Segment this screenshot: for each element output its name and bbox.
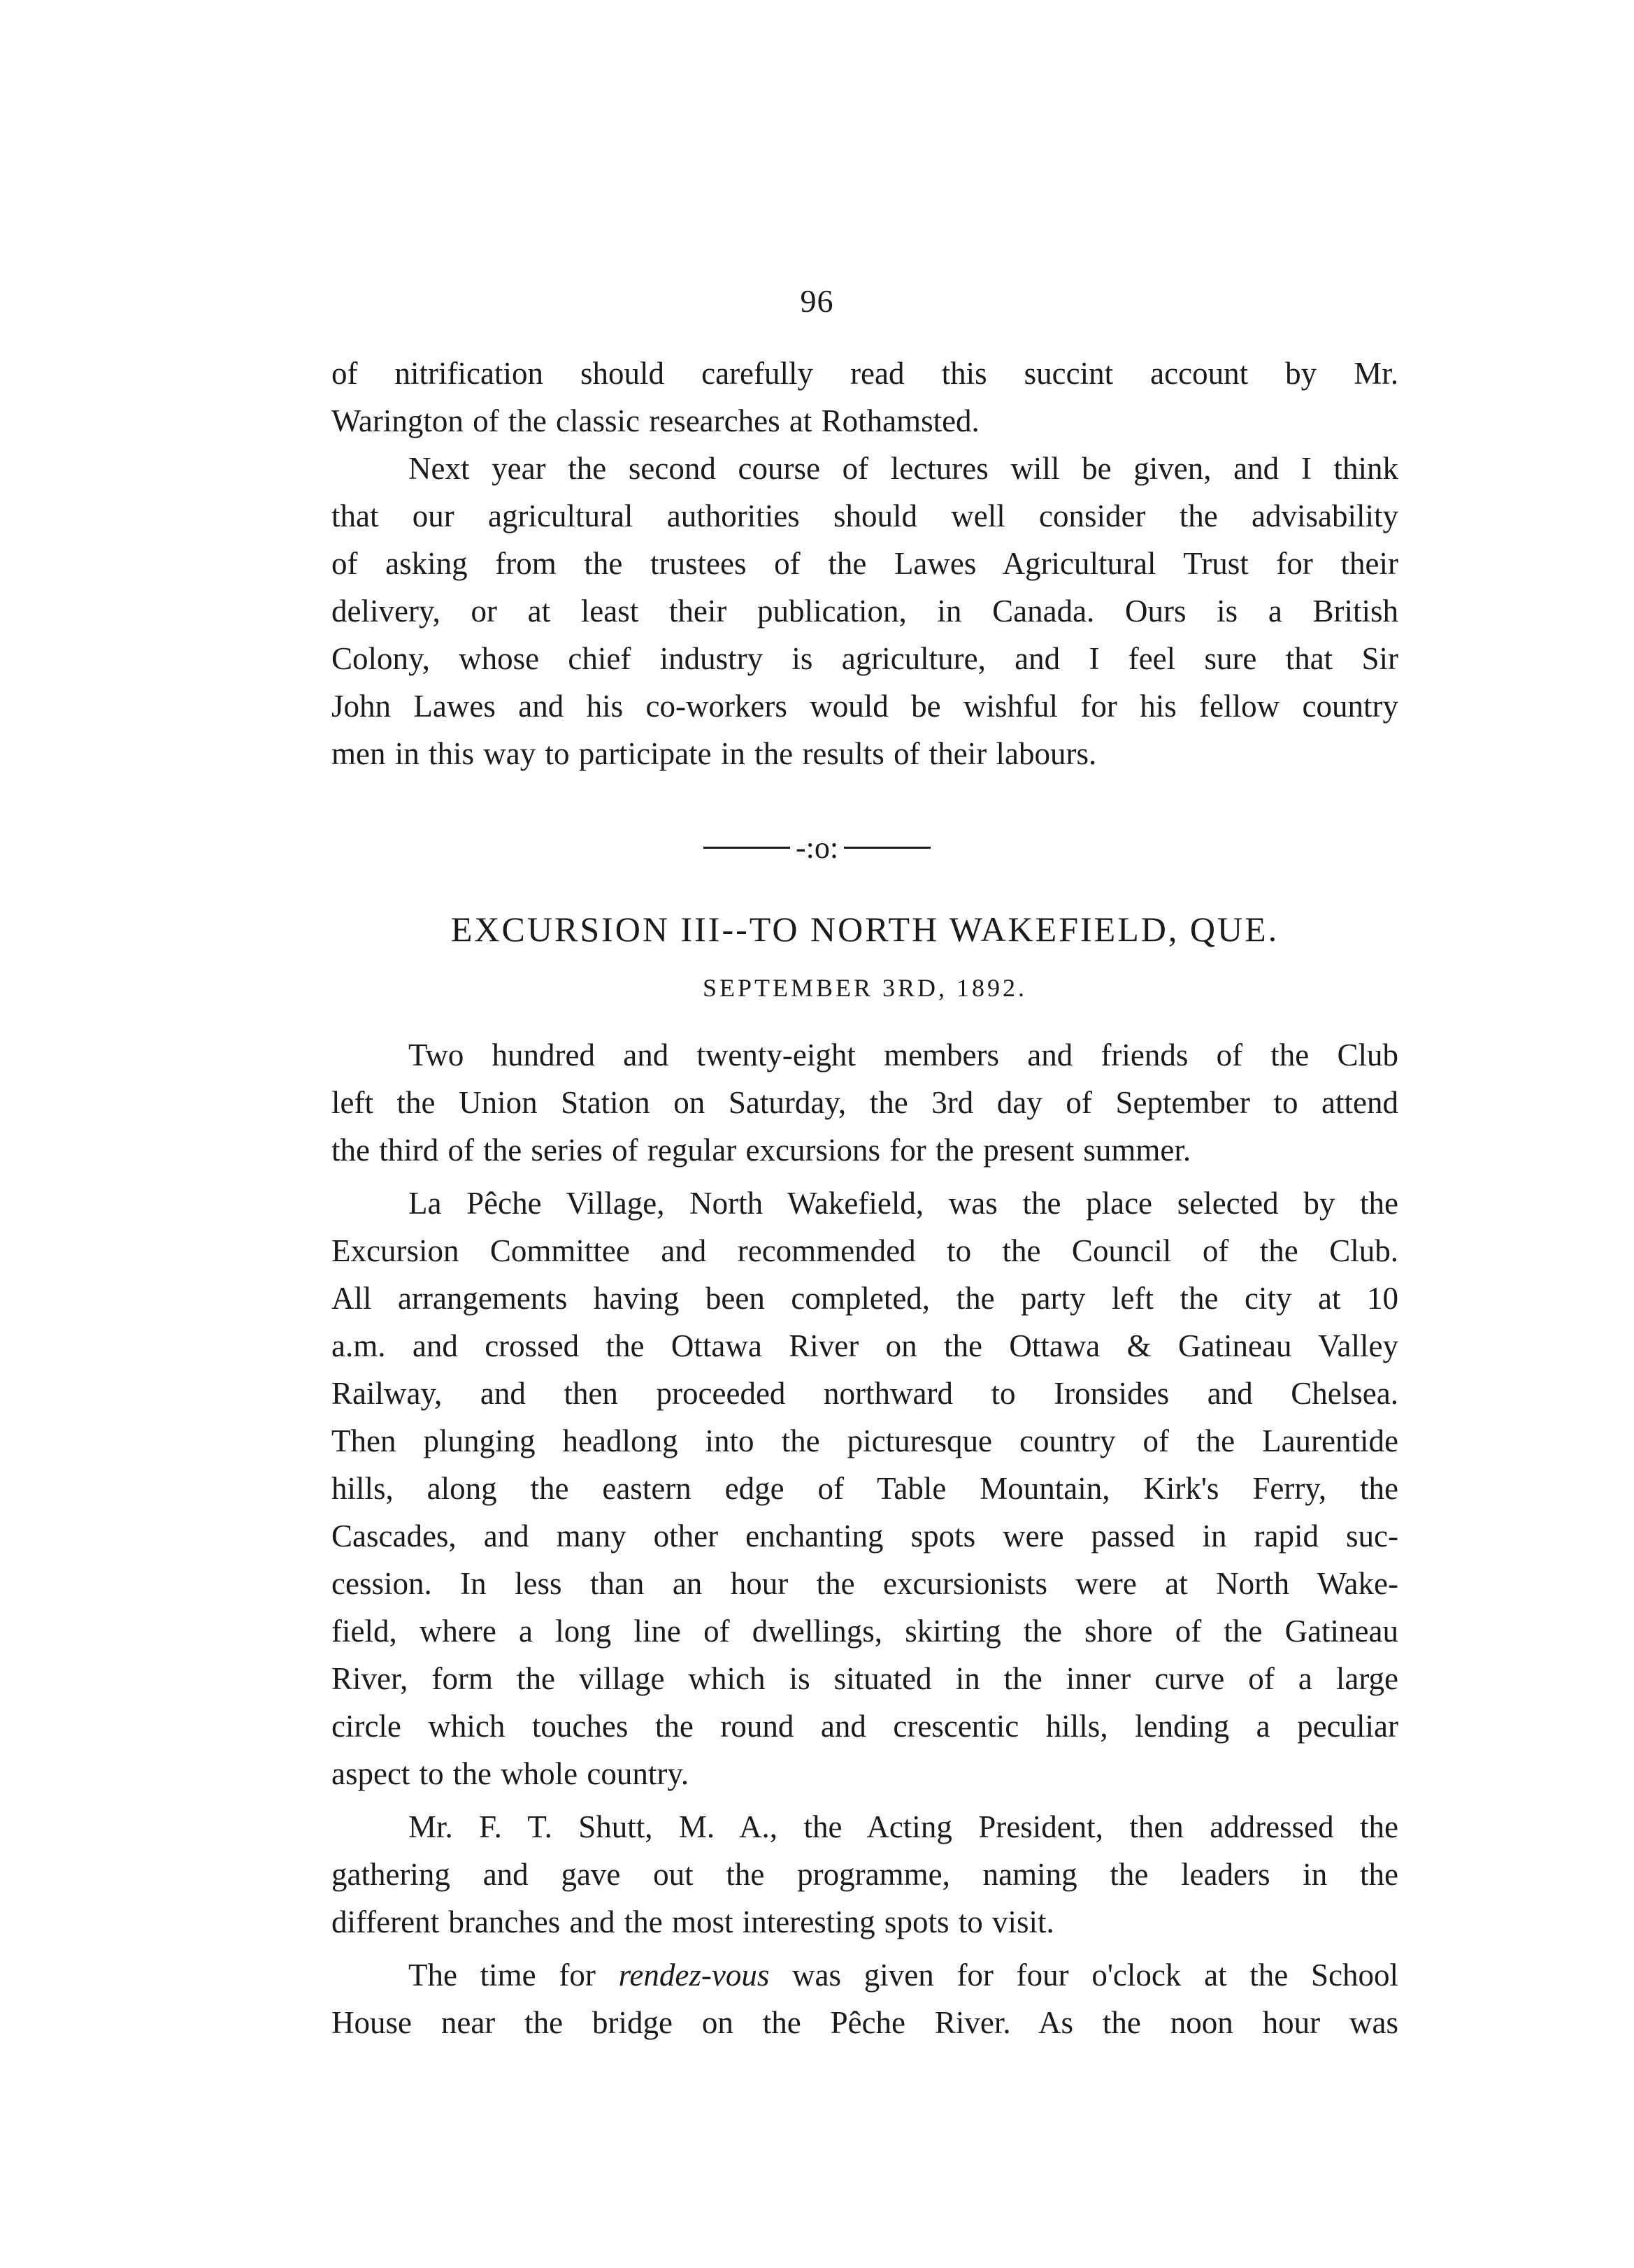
text-line: Next year the second course of lectures will be given, and I think xyxy=(408,451,1398,486)
divider-rule-left xyxy=(703,847,790,849)
paragraph xyxy=(331,1031,1398,1174)
divider-mark: -:o: xyxy=(795,831,839,866)
text-line: that our agricultural authorities should well consider the advisability xyxy=(331,498,1398,533)
text-line: Colony, whose chief industry is agriculture, and I feel sure that Sir xyxy=(331,641,1398,676)
text-line: of nitrification should carefully read this succint account by Mr. xyxy=(331,356,1398,391)
text-line: La Pêche Village, North Wakefield, was the place selected by the xyxy=(408,1186,1398,1221)
section-divider xyxy=(0,827,1634,866)
text-line: The time for rendez-vous was given for four o'clock at the School xyxy=(408,1958,1398,1993)
paragraph xyxy=(331,1803,1398,1946)
text-line: a.m. and crossed the Ottawa River on the Ottawa & Gatineau Valley xyxy=(331,1328,1398,1363)
paragraph xyxy=(331,350,1398,445)
text-line: Mr. F. T. Shutt, M. A., the Acting President, then addressed the xyxy=(408,1809,1398,1844)
text-line: John Lawes and his co-workers would be wishful for his fellow country xyxy=(331,689,1398,724)
text-line: aspect to the whole country. xyxy=(331,1756,689,1791)
text-line: of asking from the trustees of the Lawes Agricultural Trust for their xyxy=(331,546,1398,581)
text-line: men in this way to participate in the results of their labours. xyxy=(331,736,1097,771)
text-line: Warington of the classic researches at Rothamsted. xyxy=(331,403,980,438)
italic-phrase: rendez-vous xyxy=(618,1958,770,1993)
intro-text-block xyxy=(331,350,1398,777)
text-line: hills, along the eastern edge of Table Mountain, Kirk's Ferry, the xyxy=(331,1471,1398,1506)
text-line: River, form the village which is situated in the inner curve of a large xyxy=(331,1661,1398,1696)
text-line: Then plunging headlong into the picturesque country of the Laurentide xyxy=(331,1423,1398,1458)
excursion-text-block xyxy=(331,1031,1398,2046)
text-line: cession. In less than an hour the excursionists were at North Wake- xyxy=(331,1566,1398,1601)
text-line: different branches and the most interesting spots to visit. xyxy=(331,1904,1054,1939)
text-line: Two hundred and twenty-eight members and friends of the Club xyxy=(408,1038,1398,1072)
text-line: the third of the series of regular excursions for the present summer. xyxy=(331,1133,1191,1168)
divider-rule-right xyxy=(844,847,931,849)
text-line: circle which touches the round and crescentic hills, lending a peculiar xyxy=(331,1709,1398,1744)
text-line: House near the bridge on the Pêche River. As the noon hour was xyxy=(331,2005,1398,2040)
text-line: Railway, and then proceeded northward to Ironsides and Chelsea. xyxy=(331,1376,1398,1411)
text-line: left the Union Station on Saturday, the 3rd day of September to attend xyxy=(331,1085,1398,1120)
text-line: All arrangements having been completed, the party left the city at 10 xyxy=(331,1281,1398,1316)
text-line: gathering and gave out the programme, naming the leaders in the xyxy=(331,1857,1398,1892)
text-line: delivery, or at least their publication, in Canada. Ours is a British xyxy=(331,594,1398,629)
text-line: Excursion Committee and recommended to the Council of the Club. xyxy=(331,1233,1398,1268)
paragraph xyxy=(331,445,1398,777)
section-dateline: SEPTEMBER 3RD, 1892. xyxy=(702,974,1028,1002)
paragraph xyxy=(331,1179,1398,1797)
page-number: 96 xyxy=(800,283,834,319)
text-line: field, where a long line of dwellings, skirting the shore of the Gatineau xyxy=(331,1614,1398,1649)
paragraph xyxy=(331,1951,1398,2046)
section-heading: EXCURSION III--TO NORTH WAKEFIELD, QUE. xyxy=(450,910,1280,949)
text-line: Cascades, and many other enchanting spots were passed in rapid suc- xyxy=(331,1519,1398,1553)
